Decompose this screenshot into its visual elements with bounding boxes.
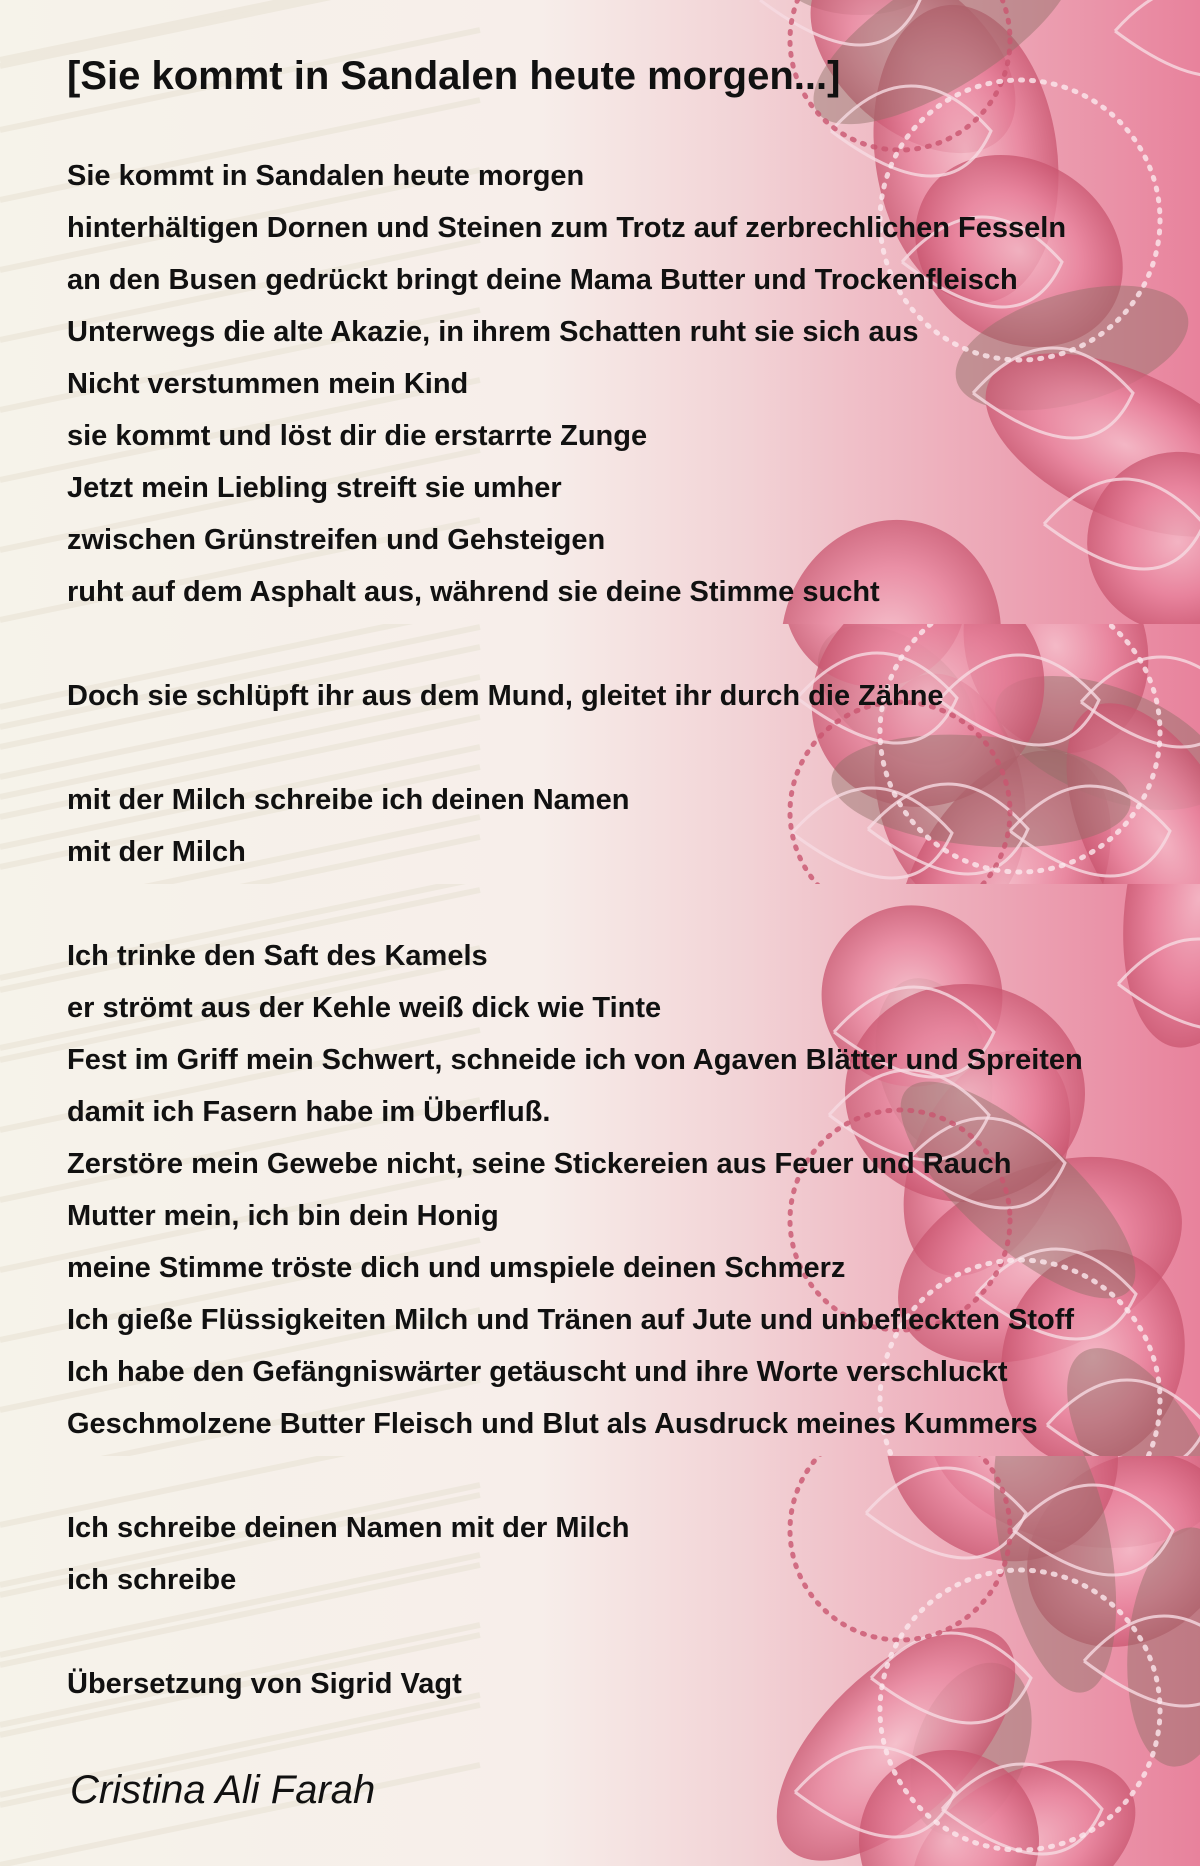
stanza-break	[67, 1606, 1200, 1658]
stanza-break	[67, 1450, 1200, 1502]
poem-author: Cristina Ali Farah	[70, 1768, 376, 1812]
poem-line: ich schreibe	[67, 1564, 237, 1596]
poem-line: mit der Milch schreibe ich deinen Namen	[67, 784, 630, 816]
poem-line: ruht auf dem Asphalt aus, während sie deine Stimme sucht	[67, 576, 880, 608]
poem-line: Ich schreibe deinen Namen mit der Milch	[67, 1512, 630, 1544]
poem-line: Zerstöre mein Gewebe nicht, seine Stickereien aus Feuer und Rauch	[67, 1148, 1012, 1180]
poem-line: Jetzt mein Liebling streift sie umher	[67, 472, 562, 504]
stanza-break	[67, 618, 1200, 670]
poem-line: er strömt aus der Kehle weiß dick wie Tinte	[67, 992, 662, 1024]
poem-line: Sie kommt in Sandalen heute morgen	[67, 160, 585, 192]
poem-line: zwischen Grünstreifen und Gehsteigen	[67, 524, 606, 556]
poem-line: Unterwegs die alte Akazie, in ihrem Schatten ruht sie sich aus	[67, 316, 919, 348]
poem-line: Ich gieße Flüssigkeiten Milch und Tränen auf Jute und unbefleckten Stoff	[67, 1304, 1075, 1336]
poem-line: Nicht verstummen mein Kind	[67, 368, 469, 400]
poem-line: Übersetzung von Sigrid Vagt	[67, 1668, 462, 1700]
poem-line: Fest im Griff mein Schwert, schneide ich von Agaven Blätter und Spreiten	[67, 1044, 1083, 1076]
poem-line: hinterhältigen Dornen und Steinen zum Trotz auf zerbrechlichen Fesseln	[67, 212, 1067, 244]
poem-line: sie kommt und löst dir die erstarrte Zunge	[67, 420, 648, 452]
poem-line: Ich trinke den Saft des Kamels	[67, 940, 488, 972]
stanza-break	[67, 878, 1200, 930]
poem-line: meine Stimme tröste dich und umspiele deinen Schmerz	[67, 1252, 846, 1284]
poem-line: an den Busen gedrückt bringt deine Mama Butter und Trockenfleisch	[67, 264, 1018, 296]
poem-line: mit der Milch	[67, 836, 246, 868]
poem-line: damit ich Fasern habe im Überfluß.	[67, 1096, 551, 1128]
poem-line: Ich habe den Gefängniswärter getäuscht und ihre Worte verschluckt	[67, 1356, 1008, 1388]
poem-title: [Sie kommt in Sandalen heute morgen...]	[67, 54, 841, 98]
poem-line: Geschmolzene Butter Fleisch und Blut als Ausdruck meines Kummers	[67, 1408, 1038, 1440]
poem-line: Mutter mein, ich bin dein Honig	[67, 1200, 499, 1232]
poem-line: Doch sie schlüpft ihr aus dem Mund, gleitet ihr durch die Zähne	[67, 680, 944, 712]
poem-body	[67, 150, 1200, 1710]
stanza-break	[67, 722, 1200, 774]
